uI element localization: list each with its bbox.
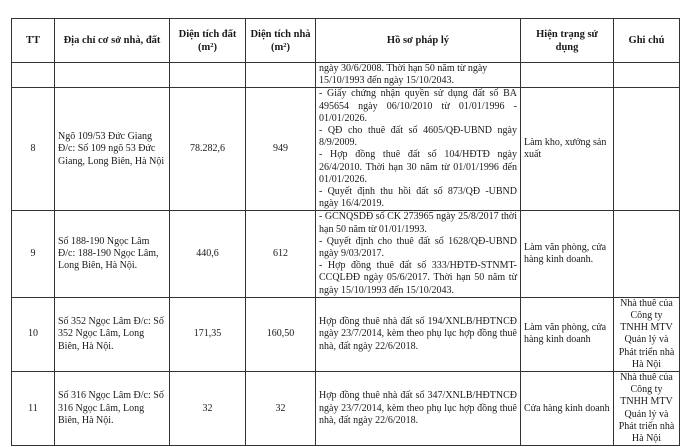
property-table: [11, 18, 680, 446]
row-legal: [316, 211, 521, 297]
row-stt: 9: [12, 211, 55, 297]
row-status: Làm văn phòng, cửa hàng kinh doanh.: [521, 211, 614, 297]
table-row: [12, 88, 680, 211]
table-header-row: [12, 19, 680, 63]
row-note: Nhà thuê của Công ty TNHH MTV Quản lý và Phát triển nhà Hà Nội: [614, 372, 680, 446]
header-status: Hiện trạng sử dụng: [521, 19, 614, 63]
row-legal: [316, 372, 521, 446]
continuation-legal-line: 15/10/1993 đến ngày 15/10/2043.: [319, 75, 454, 87]
row-stt: 11: [12, 372, 55, 446]
table-row: [12, 297, 680, 371]
row-land-area: 440,6: [170, 211, 246, 297]
row-house-area: 612: [246, 211, 316, 297]
row-address: Số 188-190 Ngọc Lâm Đ/c: 188-190 Ngọc Lâm, Long Biên, Hà Nội.: [55, 211, 170, 297]
table-row: [12, 372, 680, 446]
row-status: Làm kho, xưởng sản xuất: [521, 88, 614, 211]
legal-line: Hợp đồng thuê nhà đất số 347/XNLB/HĐTNCĐ ngày 23/7/2014, kèm theo phụ lục hợp đồng thuê nhà, đất ngày 22/6/2018.: [319, 390, 517, 426]
header-land-area: Diện tích đất (m²): [170, 19, 246, 63]
row-address: Ngõ 109/53 Đức Giang Đ/c: Số 109 ngõ 53 Đức Giang, Long Biên, Hà Nội: [55, 88, 170, 211]
continuation-legal-cell: [316, 63, 521, 88]
header-house-area: Diện tích nhà (m²): [246, 19, 316, 63]
row-status: Cửa hàng kinh doanh: [521, 372, 614, 446]
legal-line: - GCNQSDĐ số CK 273965 ngày 25/8/2017 thời hạn 50 năm từ 01/01/1993.: [319, 211, 517, 235]
legal-line: - Hợp đồng thuê đất số 104/HĐTĐ ngày 26/4/2010. Thời hạn 30 năm từ 01/01/1996 đến 01/01/2026.: [319, 149, 517, 185]
row-land-area: 78.282,6: [170, 88, 246, 211]
legal-line: - Quyết định cho thuê đất số 1628/QĐ-UBND ngày 9/03/2017.: [319, 235, 517, 260]
legal-line: Hợp đồng thuê nhà đất số 194/XNLB/HĐTNCĐ ngày 23/7/2014, kèm theo phụ lục hợp đồng thuê nhà, đất ngày 22/6/2018.: [319, 316, 517, 352]
header-note: Ghi chú: [614, 19, 680, 63]
continuation-legal-line: ngày 30/6/2008. Thời hạn 50 năm từ ngày: [319, 63, 488, 74]
row-stt: 10: [12, 297, 55, 371]
legal-line: - Hợp đồng thuê đất số 333/HĐTĐ-STNMT-CCQLĐĐ ngày 05/6/2017. Thời hạn 50 năm từ ngày 15/10/1993 đến 15/10/2043.: [319, 260, 517, 296]
legal-line: - Quyết định thu hồi đất số 873/QĐ -UBND ngày 16/4/2019.: [319, 186, 517, 210]
header-address: Địa chỉ cơ sở nhà, đất: [55, 19, 170, 63]
row-house-area: 949: [246, 88, 316, 211]
header-stt: TT: [12, 19, 55, 63]
row-legal: [316, 88, 521, 211]
row-land-area: 171,35: [170, 297, 246, 371]
legal-line: - Giấy chứng nhận quyền sử dụng đất số BA 495654 ngày 06/10/2010 từ 01/01/1996 - 01/01/2026.: [319, 88, 517, 124]
row-house-area: 160,50: [246, 297, 316, 371]
row-status: Làm văn phòng, cửa hàng kinh doanh: [521, 297, 614, 371]
row-stt: 8: [12, 88, 55, 211]
legal-line: - QĐ cho thuê đất số 4605/QĐ-UBND ngày 8/9/2009.: [319, 125, 517, 149]
row-note: [614, 211, 680, 297]
row-address: Số 352 Ngọc Lâm Đ/c: Số 352 Ngọc Lâm, Long Biên, Hà Nội.: [55, 297, 170, 371]
row-address: Số 316 Ngọc Lâm Đ/c: Số 316 Ngọc Lâm, Long Biên, Hà Nội.: [55, 372, 170, 446]
row-land-area: 32: [170, 372, 246, 446]
row-house-area: 32: [246, 372, 316, 446]
row-legal: [316, 297, 521, 371]
continuation-row: [12, 63, 680, 88]
row-note: [614, 88, 680, 211]
table-row: [12, 211, 680, 297]
header-legal: Hồ sơ pháp lý: [316, 19, 521, 63]
row-note: Nhà thuê của Công ty TNHH MTV Quản lý và Phát triển nhà Hà Nội: [614, 297, 680, 371]
